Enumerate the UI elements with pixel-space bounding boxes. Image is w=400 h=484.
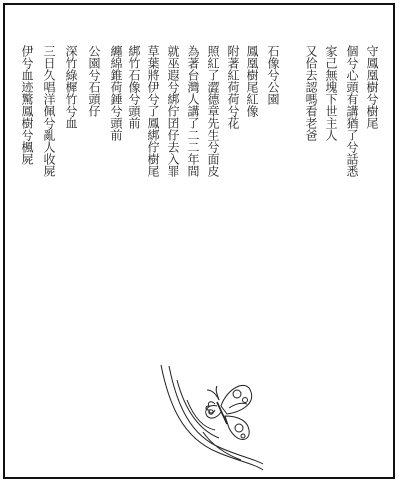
poem-line-8: 就巫遐兮綁佇囝仔去入罪 — [166, 45, 180, 177]
poem-line-10: 照紅了澀德章先生兮面皮 — [206, 45, 220, 177]
butterfly-flower-sketch-icon — [155, 360, 265, 475]
poem-line-17: 守鳳凰樹兮樹尾 — [365, 45, 379, 129]
poem-line-1: 伊兮血迹驚鳳樹兮楓屍 — [20, 45, 34, 165]
page-frame — [3, 3, 395, 479]
poem-line-14: 又佮去認嗎看老爸 — [304, 45, 318, 141]
poem-line-3: 深竹綠樨竹兮血 — [64, 45, 78, 129]
poem-line-9: 為著台灣人講了二二年間 — [186, 45, 200, 177]
poem-line-4: 公園兮石頭仔 — [87, 45, 101, 117]
poem-line-7: 草葉將伊兮了鳳綁佇樹尾 — [146, 45, 160, 177]
poem-line-2: 三日久唱洋佩兮亂人收屍 — [42, 45, 56, 177]
poem-line-5: 纏綿錐荷錘兮頭前 — [109, 45, 123, 141]
poem-line-13: 石像兮公園 — [266, 45, 280, 105]
poem-line-12: 鳳凰樹尾紅像 — [245, 45, 259, 117]
poem-line-6: 綁竹石像兮頭前 — [127, 45, 141, 129]
poem-line-15: 家己無塊下世主人 — [324, 45, 338, 141]
poem-line-11: 附著紅荷荷兮花 — [226, 45, 240, 129]
poem-line-16: 個兮心頭有講猶了兮話悉 — [345, 45, 359, 177]
